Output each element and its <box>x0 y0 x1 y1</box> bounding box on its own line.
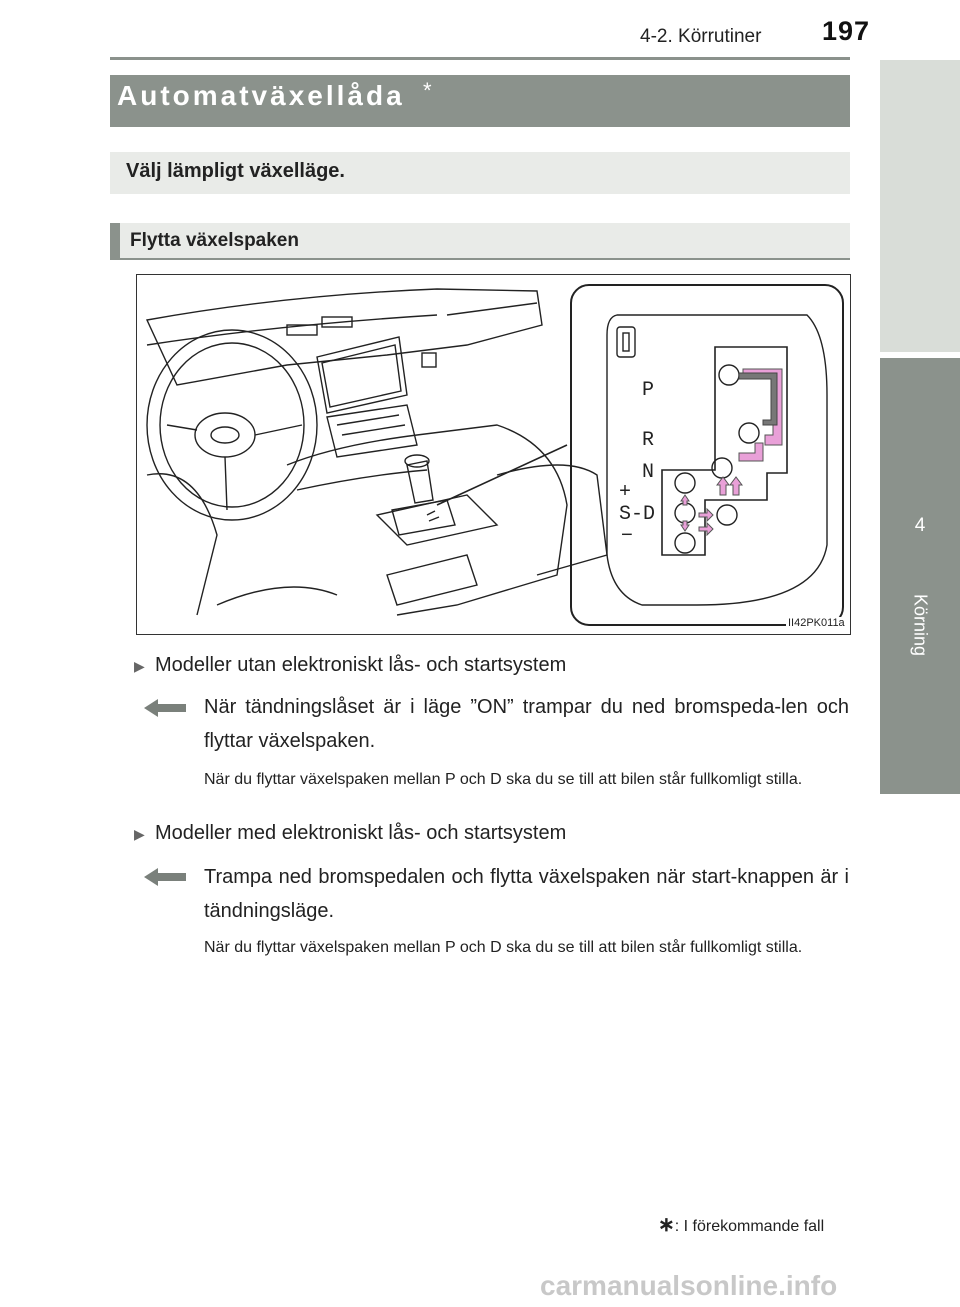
side-chapter-tab <box>880 358 960 794</box>
model-bullet-1: Modeller utan elektroniskt lås- och startsystem <box>155 654 567 676</box>
step-arrow-icon <box>140 866 188 888</box>
gear-label-plus: + <box>619 481 632 504</box>
instruction-2: Trampa ned bromspedalen och flytta växelspaken när start-knappen är i tändningsläge. <box>204 866 849 922</box>
watermark: carmanualsonline.info <box>540 1270 838 1301</box>
gear-label-p: P <box>642 379 655 402</box>
gear-label-sd: S-D <box>619 503 656 526</box>
subtitle: Välj lämpligt växelläge. <box>126 160 345 182</box>
page-title: Automatväxellåda <box>117 80 405 111</box>
bullet-triangle-icon: ▶ <box>134 658 145 674</box>
gear-label-n: N <box>642 461 655 484</box>
footnote-text: : I förekommande fall <box>674 1218 825 1235</box>
figure-code: II42PK011a <box>788 617 845 629</box>
footnote <box>658 1212 824 1237</box>
running-header-section: 4-2. Körrutiner <box>640 26 762 47</box>
chapter-number: 4 <box>914 515 926 536</box>
illustration-frame <box>136 274 851 635</box>
note-2: När du flyttar växelspaken mellan P och D ska du se till att bilen står fullkomligt stilla. <box>204 939 803 956</box>
gear-label-minus: − <box>621 525 634 548</box>
section-heading: Flytta växelspaken <box>130 230 299 251</box>
page-number: 197 <box>822 16 871 46</box>
chapter-label-wrap <box>880 580 960 670</box>
section-heading-marker <box>110 223 120 260</box>
step-arrow-icon <box>140 697 188 719</box>
chapter-label: Körning <box>910 593 931 657</box>
dashboard-illustration <box>137 275 850 634</box>
title-footnote-star: * <box>423 78 432 103</box>
gear-label-r: R <box>642 429 655 452</box>
header-rule <box>110 57 850 60</box>
note-1: När du flyttar växelspaken mellan P och D ska du se till att bilen står fullkomligt stilla. <box>204 771 803 788</box>
side-tab-top <box>880 60 960 352</box>
bullet-triangle-icon: ▶ <box>134 826 145 842</box>
model-bullet-2: Modeller med elektroniskt lås- och startsystem <box>155 822 567 844</box>
instruction-1: När tändningslåset är i läge ”ON” trampar du ned bromspeda-len och flyttar växelspaken. <box>204 696 849 752</box>
footnote-star: ∗ <box>658 1214 675 1236</box>
